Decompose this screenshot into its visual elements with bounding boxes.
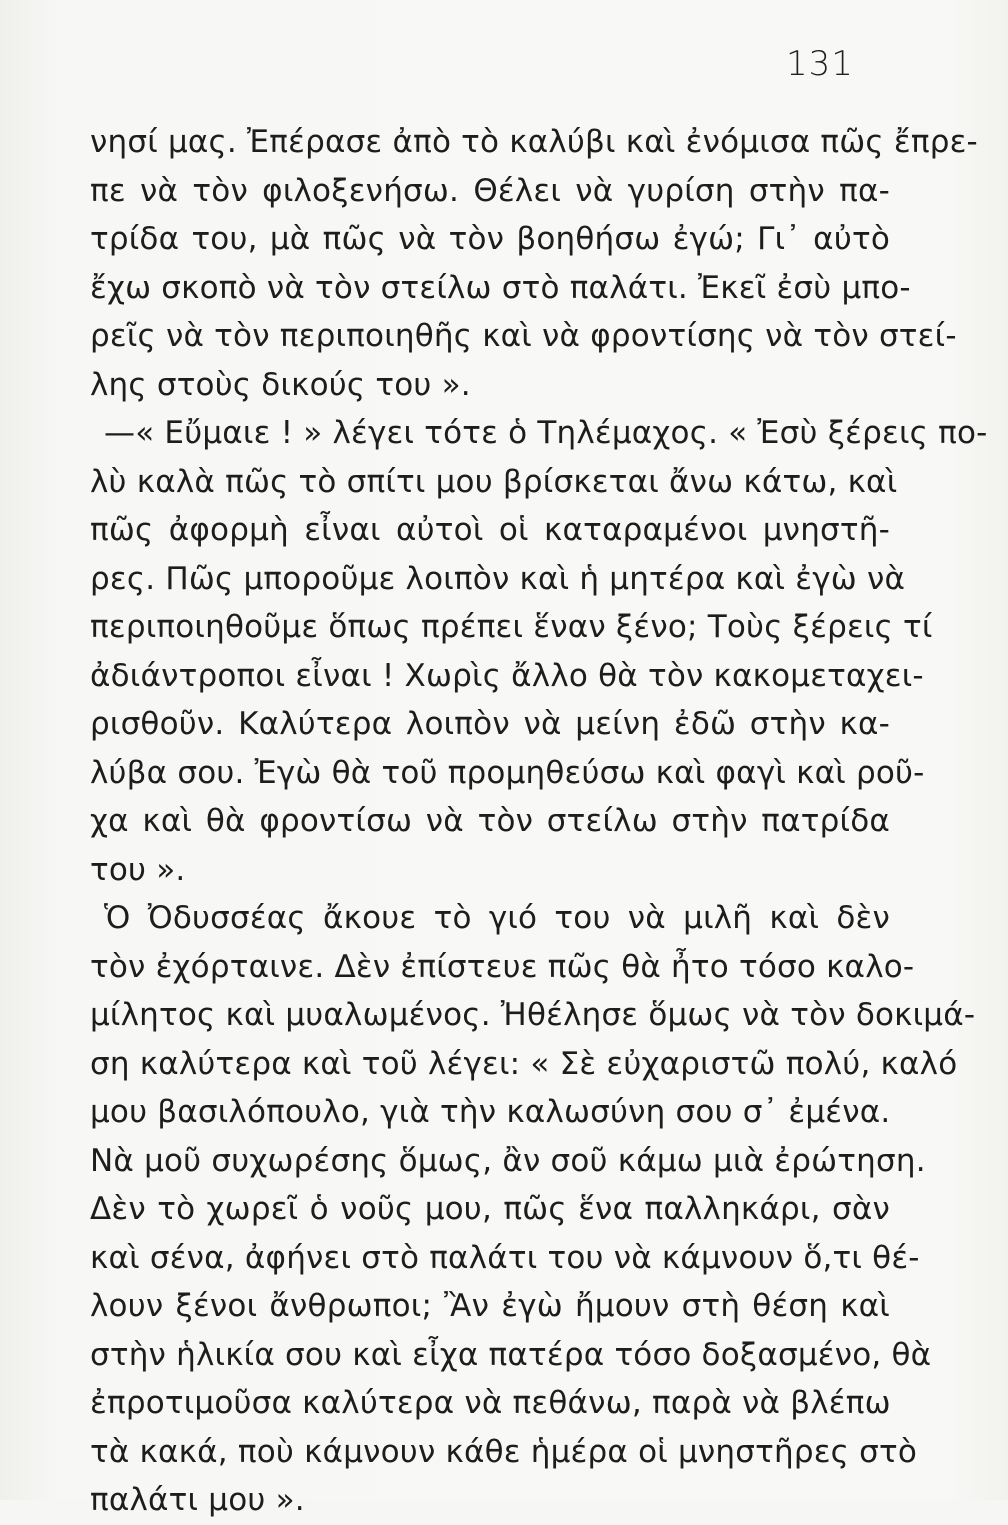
body-text (90, 118, 988, 1525)
text-line: Δὲν τὸ χωρεῖ ὁ νοῦς μου, πῶς ἕνα παλληκάρι, σὰν (90, 1191, 890, 1227)
text-line: ἐπροτιμοῦσα καλύτερα νὰ πεθάνω, παρὰ νὰ βλέπω (90, 1385, 891, 1421)
text-line: λουν ξένοι ἄνθρωποι; Ἂν ἐγὼ ἤμουν στὴ θέση καὶ (90, 1288, 890, 1324)
text-line: στὴν ἡλικία σου καὶ εἶχα πατέρα τόσο δοξασμένο, θὰ (90, 1336, 932, 1373)
text-line: παλάτι μου ». (90, 1482, 305, 1518)
text-line: Νὰ μοῦ συχωρέσης ὅμως, ἂν σοῦ κάμω μιὰ ἐρώτηση. (90, 1142, 926, 1179)
text-line: πῶς ἀφορμὴ εἶναι αὐτοὶ οἱ καταραμένοι μνηστῆ- (90, 512, 890, 548)
text-line: τὰ κακά, ποὺ κάμνουν κάθε ἡμέρα οἱ μνηστῆρες στὸ (90, 1433, 917, 1470)
text-line: μου βασιλόπουλο, γιὰ τὴν καλωσύνη σου σ᾿ ἐμένα. (90, 1094, 891, 1130)
text-line: Ὁ Ὀδυσσέας ἄκουε τὸ γιό του νὰ μιλῆ καὶ δὲν (104, 900, 890, 936)
text-line: ρεῖς νὰ τὸν περιποιηθῆς καὶ νὰ φροντίσης νὰ τὸν στεί- (90, 318, 957, 354)
text-line: τὸν ἐχόρταινε. Δὲν ἐπίστευε πῶς θὰ ἦτο τόσο καλο- (90, 948, 915, 985)
text-line: λύβα σου. Ἐγὼ θὰ τοῦ προμηθεύσω καὶ φαγὶ καὶ ροῦ- (90, 754, 925, 791)
text-line: πε νὰ τὸν φιλοξενήσω. Θέλει νὰ γυρίση στὴν πα- (90, 172, 890, 209)
text-line: χα καὶ θὰ φροντίσω νὰ τὸν στείλω στὴν πατρίδα (90, 803, 890, 839)
text-line: ρισθοῦν. Καλύτερα λοιπὸν νὰ μείνη ἐδῶ στὴν κα- (90, 706, 890, 742)
text-line: λὺ καλὰ πῶς τὸ σπίτι μου βρίσκεται ἄνω κάτω, καὶ (90, 463, 898, 500)
text-line: ἀδιάντροποι εἶναι ! Χωρὶς ἄλλο θὰ τὸν κακομεταχει- (90, 657, 924, 694)
text-line: καὶ σένα, ἀφήνει στὸ παλάτι του νὰ κάμνουν ὅ,τι θέ- (90, 1239, 920, 1276)
text-line: ρες. Πῶς μποροῦμε λοιπὸν καὶ ἡ μητέρα καὶ ἐγὼ νὰ (90, 560, 906, 597)
text-line: ἔχω σκοπὸ νὰ τὸν στείλω στὸ παλάτι. Ἐκεῖ ἐσὺ μπο- (90, 269, 911, 306)
text-line: ση καλύτερα καὶ τοῦ λέγει: « Σὲ εὐχαριστῶ πολύ, καλό (90, 1045, 958, 1082)
text-line: περιποιηθοῦμε ὅπως πρέπει ἕναν ξένο; Τοὺς ξέρεις τί (90, 609, 933, 645)
text-line: τρίδα του, μὰ πῶς νὰ τὸν βοηθήσω ἐγώ; Γι᾿ αὐτὸ (90, 221, 890, 257)
text-line: νησί μας. Ἐπέρασε ἀπὸ τὸ καλύβι καὶ ἐνόμισα πῶς ἔπρε- (90, 124, 978, 160)
text-line: —« Εὔμαιε ! » λέγει τότε ὁ Τηλέμαχος. « Ἐσὺ ξέρεις πο- (104, 415, 988, 451)
text-line: λης στοὺς δικούς του ». (90, 366, 471, 403)
text-line: του ». (90, 851, 186, 888)
page-number: 131 (786, 44, 854, 84)
text-line: μίλητος καὶ μυαλωμένος. Ἠθέλησε ὅμως νὰ τὸν δοκιμά- (90, 997, 976, 1033)
